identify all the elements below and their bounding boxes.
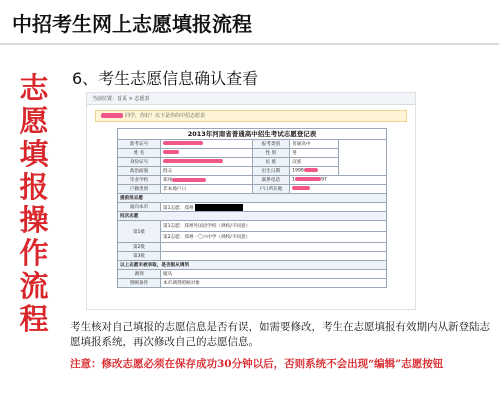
ethnicity-value: 汉族 xyxy=(290,158,338,167)
table-row xyxy=(118,212,387,221)
phone-value-tail: 97 xyxy=(321,177,327,183)
table-row xyxy=(118,185,387,194)
side-label-char: 流 xyxy=(19,269,49,303)
remark-value: 本市调剂照顾对象 xyxy=(161,279,387,288)
name-label: 姓 名 xyxy=(118,149,161,158)
report-class-label: 报考类别 xyxy=(252,140,290,149)
redacted-name xyxy=(101,113,123,118)
redacted-value xyxy=(172,178,206,182)
instruction-text: 考生核对自己填报的志愿信息是否有误，如需要修改，考生在志愿填报有效期内从新登陆志愿填报系统，再次修改自己的志愿信息。 xyxy=(70,321,490,348)
second-batch-value xyxy=(161,243,387,252)
slide-title: 中招考生网上志愿填报流程 xyxy=(12,12,252,36)
school-label: 毕业学校 xyxy=(118,176,161,185)
name-value xyxy=(161,149,252,158)
table-row xyxy=(118,194,387,203)
birth-label: 出生日期 xyxy=(252,167,290,176)
transfer-label: 调剂 xyxy=(118,270,161,279)
table-row xyxy=(118,221,387,232)
gender-label: 性 别 xyxy=(252,149,290,158)
redacted-value xyxy=(163,150,179,154)
exam-no-value xyxy=(161,140,252,149)
warning-note: 注意：修改志愿必须在保存成功30分钟以后，否则系统不会出现“编辑”志愿按钮 xyxy=(70,358,444,370)
hukou-place-label: 户口所在地 xyxy=(252,185,290,194)
side-label-char: 报 xyxy=(19,170,49,204)
phone-value-head: 1 xyxy=(292,177,296,183)
first-batch-choice-2: 第2志愿：郑州一〇六中学（择校/不同意） xyxy=(161,232,387,243)
redacted-value xyxy=(195,204,243,211)
ethnicity-label: 民 族 xyxy=(252,158,290,167)
kind-label: 面向本市 xyxy=(118,203,161,212)
redacted-value xyxy=(163,159,223,163)
photo-cell xyxy=(338,140,386,176)
table-row xyxy=(118,203,387,212)
third-batch-value xyxy=(161,252,387,261)
step-heading: 6、考生志愿信息确认查看 xyxy=(72,69,259,88)
report-class-value: 普通高中 xyxy=(290,140,338,149)
remark-label: 照顾条件 xyxy=(118,279,161,288)
political-label: 政治面貌 xyxy=(118,167,161,176)
side-label-char: 填 xyxy=(19,137,49,171)
transfer-value: 服从 xyxy=(161,270,387,279)
form-title: 2013年河南省普通高中招生考试志愿登记表 xyxy=(117,128,387,139)
table-row xyxy=(118,261,387,270)
kind-value-text: 第1志愿：郑州 xyxy=(163,205,194,211)
birth-value xyxy=(290,167,338,176)
redacted-value xyxy=(292,186,310,190)
first-batch-choice-1: 第1志愿：郑州外国语学校（择校/不同意） xyxy=(161,221,387,232)
hukou-type-label: 户籍类别 xyxy=(118,185,161,194)
school-value xyxy=(161,176,252,185)
first-batch-label: 第1批 xyxy=(118,221,161,243)
table-row xyxy=(118,140,387,149)
side-label-char: 志 xyxy=(19,71,49,105)
birth-value-text: 1998 xyxy=(292,168,304,174)
school-value-text: 郑州 xyxy=(163,178,173,183)
side-label-char: 作 xyxy=(19,236,49,270)
batch-section: 批次志愿 xyxy=(118,212,387,221)
table-row xyxy=(118,243,387,252)
side-label-char: 愿 xyxy=(19,104,49,138)
table-row xyxy=(118,270,387,279)
exam-no-label: 准考证号 xyxy=(118,140,161,149)
transfer-section: 以上志愿未被录取，是否服从调剂 xyxy=(118,261,387,270)
title-divider xyxy=(0,43,499,45)
volunteer-form xyxy=(117,128,387,288)
side-label xyxy=(17,72,51,336)
id-no-value xyxy=(161,158,252,167)
phone-value xyxy=(290,176,387,185)
redacted-value xyxy=(295,177,321,181)
side-label-char: 程 xyxy=(19,302,49,336)
embedded-screenshot xyxy=(86,92,416,310)
form-table xyxy=(117,139,387,288)
side-label-char: 操 xyxy=(19,203,49,237)
welcome-notice-text: 同学，你好！以下是你的中招志愿表 xyxy=(125,113,206,119)
political-value: 群众 xyxy=(161,167,252,176)
gender-value: 男 xyxy=(290,149,338,158)
phone-label: 联系电话 xyxy=(252,176,290,185)
hukou-type-value: 非本地户口 xyxy=(161,185,252,194)
hukou-place-value xyxy=(290,185,387,194)
table-row xyxy=(118,279,387,288)
welcome-notice xyxy=(95,110,407,122)
advance-batch-section: 提前批志愿 xyxy=(118,194,387,203)
redacted-value xyxy=(304,168,318,172)
second-batch-label: 第2批 xyxy=(118,243,161,252)
table-row xyxy=(118,176,387,185)
table-row xyxy=(118,252,387,261)
kind-value xyxy=(161,203,387,212)
redacted-value xyxy=(163,141,203,145)
breadcrumb: 当前位置：首页 > 志愿表 xyxy=(87,93,415,105)
id-no-label: 身份证号 xyxy=(118,158,161,167)
third-batch-label: 第3批 xyxy=(118,252,161,261)
